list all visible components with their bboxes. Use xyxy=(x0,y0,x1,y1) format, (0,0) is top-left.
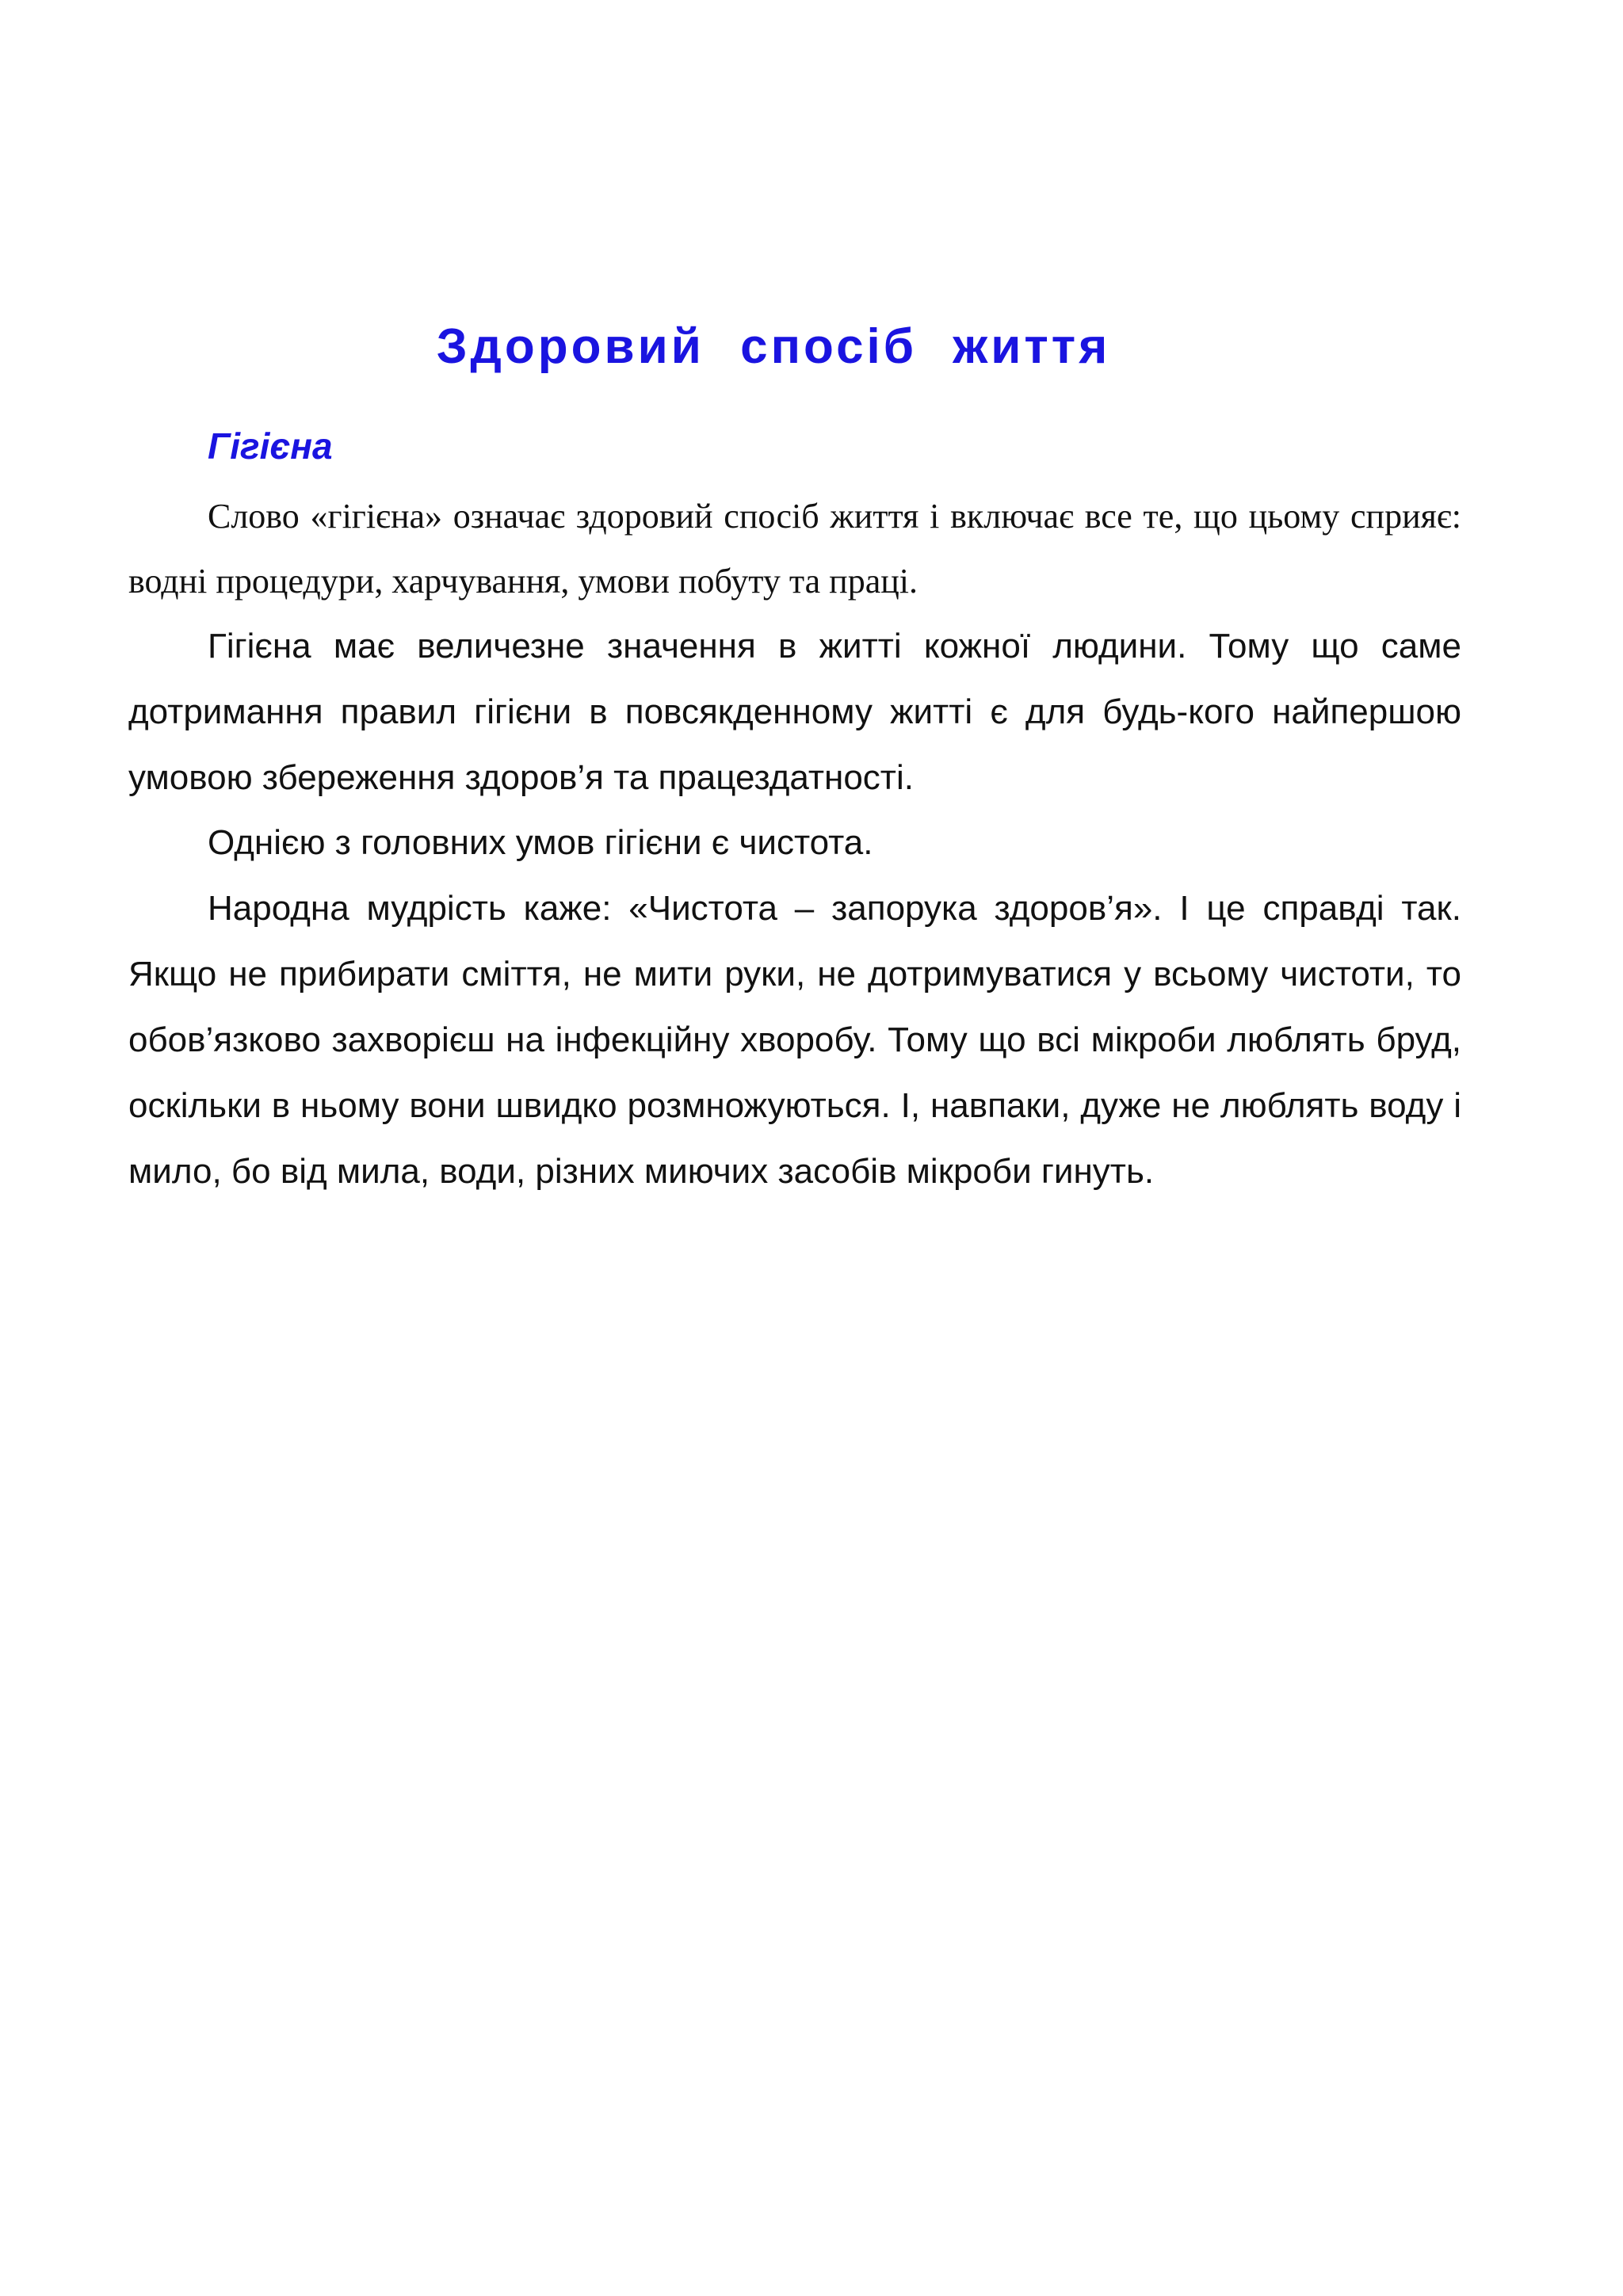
paragraph-hygiene-definition: Слово «гігієна» означає здоровий спосіб життя і включає все те, що цьому сприяє: водні процедури, харчування, умови побуту та праці. xyxy=(128,497,1461,601)
section-subtitle: Гігієна xyxy=(208,425,333,467)
paragraph-folk-wisdom: Народна мудрість каже: «Чистота – запорука здоров’я». І це справді так. Якщо не прибирати сміття, не мити руки, не дотримуватися у всьому чистоти, то обов’язково захворієш на інфекційну хворобу. Тому що всі мікроби люблять бруд, оскільки в ньому вони швидко розмножуються. І, навпаки, дуже не люблять воду і мило, бо від мила, води, різних миючих засобів мікроби гинуть. xyxy=(128,889,1461,1191)
paragraph-cleanliness: Однією з головних умов гігієни є чистота. xyxy=(208,823,873,862)
paragraph-hygiene-importance: Гігієна має величезне значення в житті кожної людини. Тому що саме дотримання правил гігієни в повсякденному житті є для будь-кого найпершою умовою збереження здоров’я та працездатності. xyxy=(128,627,1461,797)
page-title: Здоровий спосіб життя xyxy=(436,319,1111,374)
